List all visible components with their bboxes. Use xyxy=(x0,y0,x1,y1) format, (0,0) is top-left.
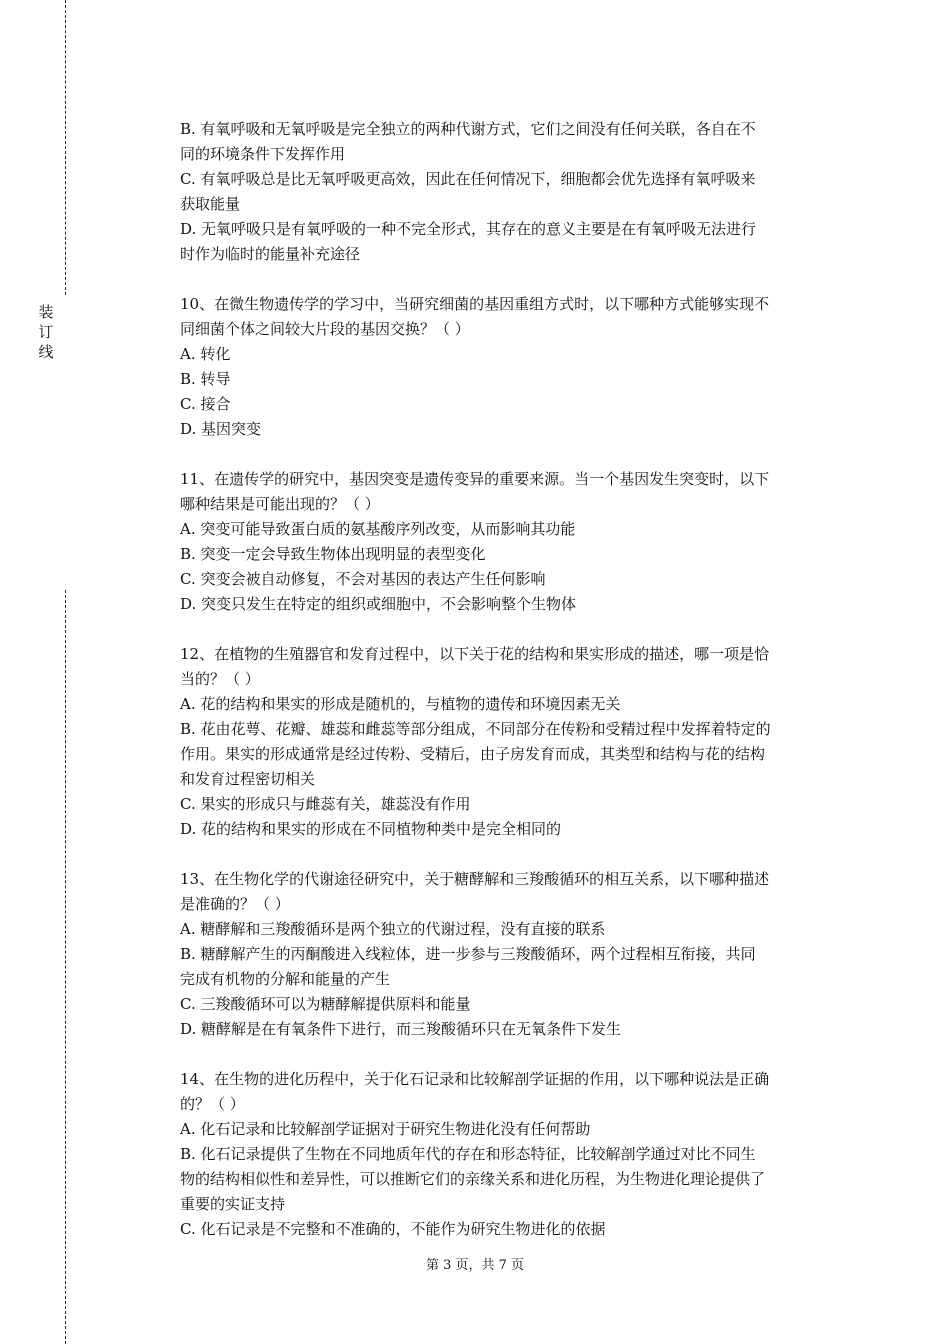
question-stem-line: 当的？（ ） xyxy=(180,670,260,688)
question-stem-line: 是准确的？（ ） xyxy=(180,895,290,913)
question-block-9-continued xyxy=(180,117,840,267)
question-stem-line: 哪种结果是可能出现的？（ ） xyxy=(180,495,380,513)
question-stem-line: 的？（ ） xyxy=(180,1095,245,1113)
option-b: B. 化石记录提供了生物在不同地质年代的存在和形态特征，比较解剖学通过对比不同生 xyxy=(180,1145,756,1163)
question-stem-line: 同细菌个体之间较大片段的基因交换？（ ） xyxy=(180,320,470,338)
option-c: C. 接合 xyxy=(180,395,231,413)
question-block-13 xyxy=(180,867,840,1042)
option-d: D. 基因突变 xyxy=(180,420,262,438)
question-block-11 xyxy=(180,467,840,617)
option-b: B. 花由花萼、花瓣、雄蕊和雌蕊等部分组成，不同部分在传粉和受精过程中发挥着特定的 xyxy=(180,720,771,738)
binding-dashed-line-bottom xyxy=(65,590,66,1344)
option-c: C. 三羧酸循环可以为糖酵解提供原料和能量 xyxy=(180,995,471,1013)
binding-line-label xyxy=(36,302,56,362)
option-a: A. 花的结构和果实的形成是随机的，与植物的遗传和环境因素无关 xyxy=(180,695,621,713)
binding-dashed-line-top xyxy=(65,0,66,295)
option-c: C. 化石记录是不完整和不准确的，不能作为研究生物进化的依据 xyxy=(180,1220,606,1238)
option-d: D. 糖酵解是在有氧条件下进行，而三羧酸循环只在无氧条件下发生 xyxy=(180,1020,622,1038)
option-c: C. 果实的形成只与雌蕊有关，雄蕊没有作用 xyxy=(180,795,471,813)
option-b-continued: 作用。果实的形成通常是经过传粉、受精后，由子房发育而成，其类型和结构与花的结构 xyxy=(180,745,766,763)
option-b: B. 突变一定会导致生物体出现明显的表型变化 xyxy=(180,545,486,563)
option-line: 获取能量 xyxy=(180,195,241,213)
binding-char: 线 xyxy=(38,343,54,361)
option-a: A. 转化 xyxy=(180,345,231,363)
question-block-10 xyxy=(180,292,840,442)
option-line: 同的环境条件下发挥作用 xyxy=(180,145,346,163)
question-stem-line: 14、在生物的进化历程中，关于化石记录和比较解剖学证据的作用，以下哪种说法是正确 xyxy=(180,1070,770,1088)
option-d: D. 突变只发生在特定的组织或细胞中，不会影响整个生物体 xyxy=(180,595,577,613)
option-b-continued: 和发育过程密切相关 xyxy=(180,770,316,788)
option-b: B. 转导 xyxy=(180,370,231,388)
option-line: D. 无氧呼吸只是有氧呼吸的一种不完全形式，其存在的意义主要是在有氧呼吸无法进行 xyxy=(180,220,757,238)
question-block-12 xyxy=(180,642,840,842)
question-stem-line: 13、在生物化学的代谢途径研究中，关于糖酵解和三羧酸循环的相互关系，以下哪种描述 xyxy=(180,870,770,888)
option-c: C. 突变会被自动修复，不会对基因的表达产生任何影响 xyxy=(180,570,546,588)
option-b-continued: 重要的实证支持 xyxy=(180,1195,286,1213)
question-block-14 xyxy=(180,1067,840,1242)
binding-char: 订 xyxy=(38,323,54,341)
option-a: A. 化石记录和比较解剖学证据对于研究生物进化没有任何帮助 xyxy=(180,1120,591,1138)
page-number: 第 3 页，共 7 页 xyxy=(425,1258,525,1273)
option-line: 时作为临时的能量补充途径 xyxy=(180,245,361,263)
option-b-continued: 完成有机物的分解和能量的产生 xyxy=(180,970,391,988)
option-line: C. 有氧呼吸总是比无氧呼吸更高效，因此在任何情况下，细胞都会优先选择有氧呼吸来 xyxy=(180,170,756,188)
option-a: A. 突变可能导致蛋白质的氨基酸序列改变，从而影响其功能 xyxy=(180,520,576,538)
option-b-continued: 物的结构相似性和差异性，可以推断它们的亲缘关系和进化历程，为生物进化理论提供了 xyxy=(180,1170,766,1188)
option-d: D. 花的结构和果实的形成在不同植物种类中是完全相同的 xyxy=(180,820,562,838)
option-b: B. 糖酵解产生的丙酮酸进入线粒体，进一步参与三羧酸循环，两个过程相互衔接，共同 xyxy=(180,945,756,963)
option-line: B. 有氧呼吸和无氧呼吸是完全独立的两种代谢方式，它们之间没有任何关联，各自在不 xyxy=(180,120,756,138)
question-stem-line: 11、在遗传学的研究中，基因突变是遗传变异的重要来源。当一个基因发生突变时，以下 xyxy=(180,470,770,488)
question-content xyxy=(180,117,840,1242)
question-stem-line: 10、在微生物遗传学的学习中，当研究细菌的基因重组方式时，以下哪种方式能够实现不 xyxy=(180,295,770,313)
question-stem-line: 12、在植物的生殖器官和发育过程中，以下关于花的结构和果实形成的描述，哪一项是恰 xyxy=(180,645,770,663)
binding-char: 装 xyxy=(38,303,54,321)
option-a: A. 糖酵解和三羧酸循环是两个独立的代谢过程，没有直接的联系 xyxy=(180,920,606,938)
